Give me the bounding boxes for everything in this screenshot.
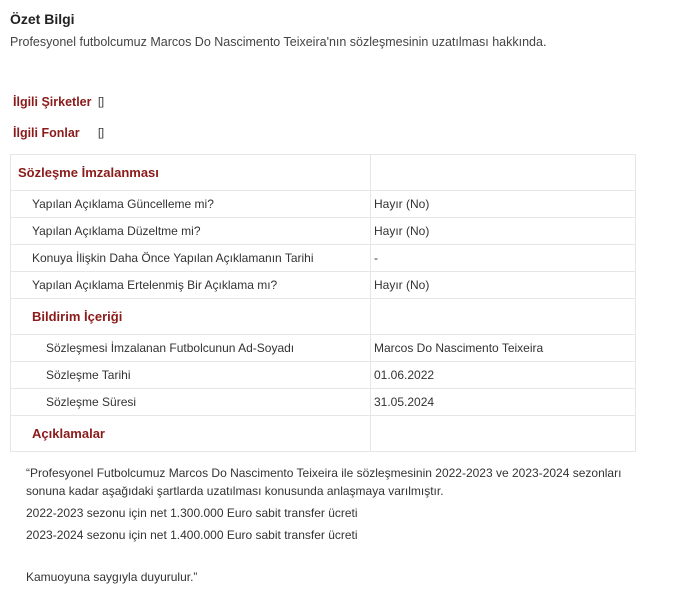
row-label: Sözleşmesi İmzalanan Futbolcunun Ad-Soyadı [46,341,295,355]
row-label: Konuya İlişkin Daha Önce Yapılan Açıklamanın Tarihi [32,251,314,265]
row-label: Yapılan Açıklama Ertelenmiş Bir Açıklama mı? [32,278,278,292]
section-explanations-title: Açıklamalar [32,426,105,441]
related-companies-label[interactable]: İlgili Şirketler [13,95,92,109]
row-value: 31.05.2024 [371,389,636,416]
row-value: Marcos Do Nascimento Teixeira [371,335,636,362]
related-funds-value: [] [98,127,105,139]
section-notification-content-title: Bildirim İçeriği [32,309,123,324]
disclosure-table [10,154,636,452]
related-funds-label[interactable]: İlgili Fonlar [13,126,80,140]
table-row [11,191,636,218]
row-value: 01.06.2022 [371,362,636,389]
row-label: Yapılan Açıklama Düzeltme mi? [32,224,201,238]
summary-title: Özet Bilgi [10,11,75,27]
related-funds[interactable] [13,126,105,140]
statement-line: 2023-2024 sezonu için net 1.400.000 Euro sabit transfer ücreti [26,528,358,542]
table-row [11,389,636,416]
explanation-text [26,464,646,586]
statement-line: Kamuoyuna saygıyla duyurulur.” [26,570,198,584]
row-label: Yapılan Açıklama Güncelleme mi? [32,197,214,211]
row-value: Hayır (No) [371,272,636,299]
section-contract-signing-title: Sözleşme İmzalanması [18,165,159,180]
section-header-row [11,155,636,191]
row-label: Sözleşme Tarihi [46,368,131,382]
row-value: - [371,245,636,272]
table-row [11,272,636,299]
section-header-row [11,299,636,335]
summary-subtitle: Profesyonel futbolcumuz Marcos Do Nascimento Teixeira'nın sözleşmesinin uzatılması hakkında. [10,35,547,49]
table-row [11,362,636,389]
statement-line: sonuna kadar aşağıdaki şartlarda uzatılması konusunda anlaşmaya varılmıştır. [26,484,444,498]
related-companies-value: [] [98,96,105,108]
related-companies[interactable] [13,95,105,109]
row-value: Hayır (No) [371,218,636,245]
statement-line: “Profesyonel Futbolcumuz Marcos Do Nascimento Teixeira ile sözleşmesinin 2022-2023 ve 2023-2024 sezonları [26,466,622,480]
table-row [11,218,636,245]
table-row [11,335,636,362]
section-header-row [11,416,636,452]
statement-line: 2022-2023 sezonu için net 1.300.000 Euro sabit transfer ücreti [26,506,358,520]
table-row [11,245,636,272]
row-label: Sözleşme Süresi [46,395,137,409]
row-value: Hayır (No) [371,191,636,218]
